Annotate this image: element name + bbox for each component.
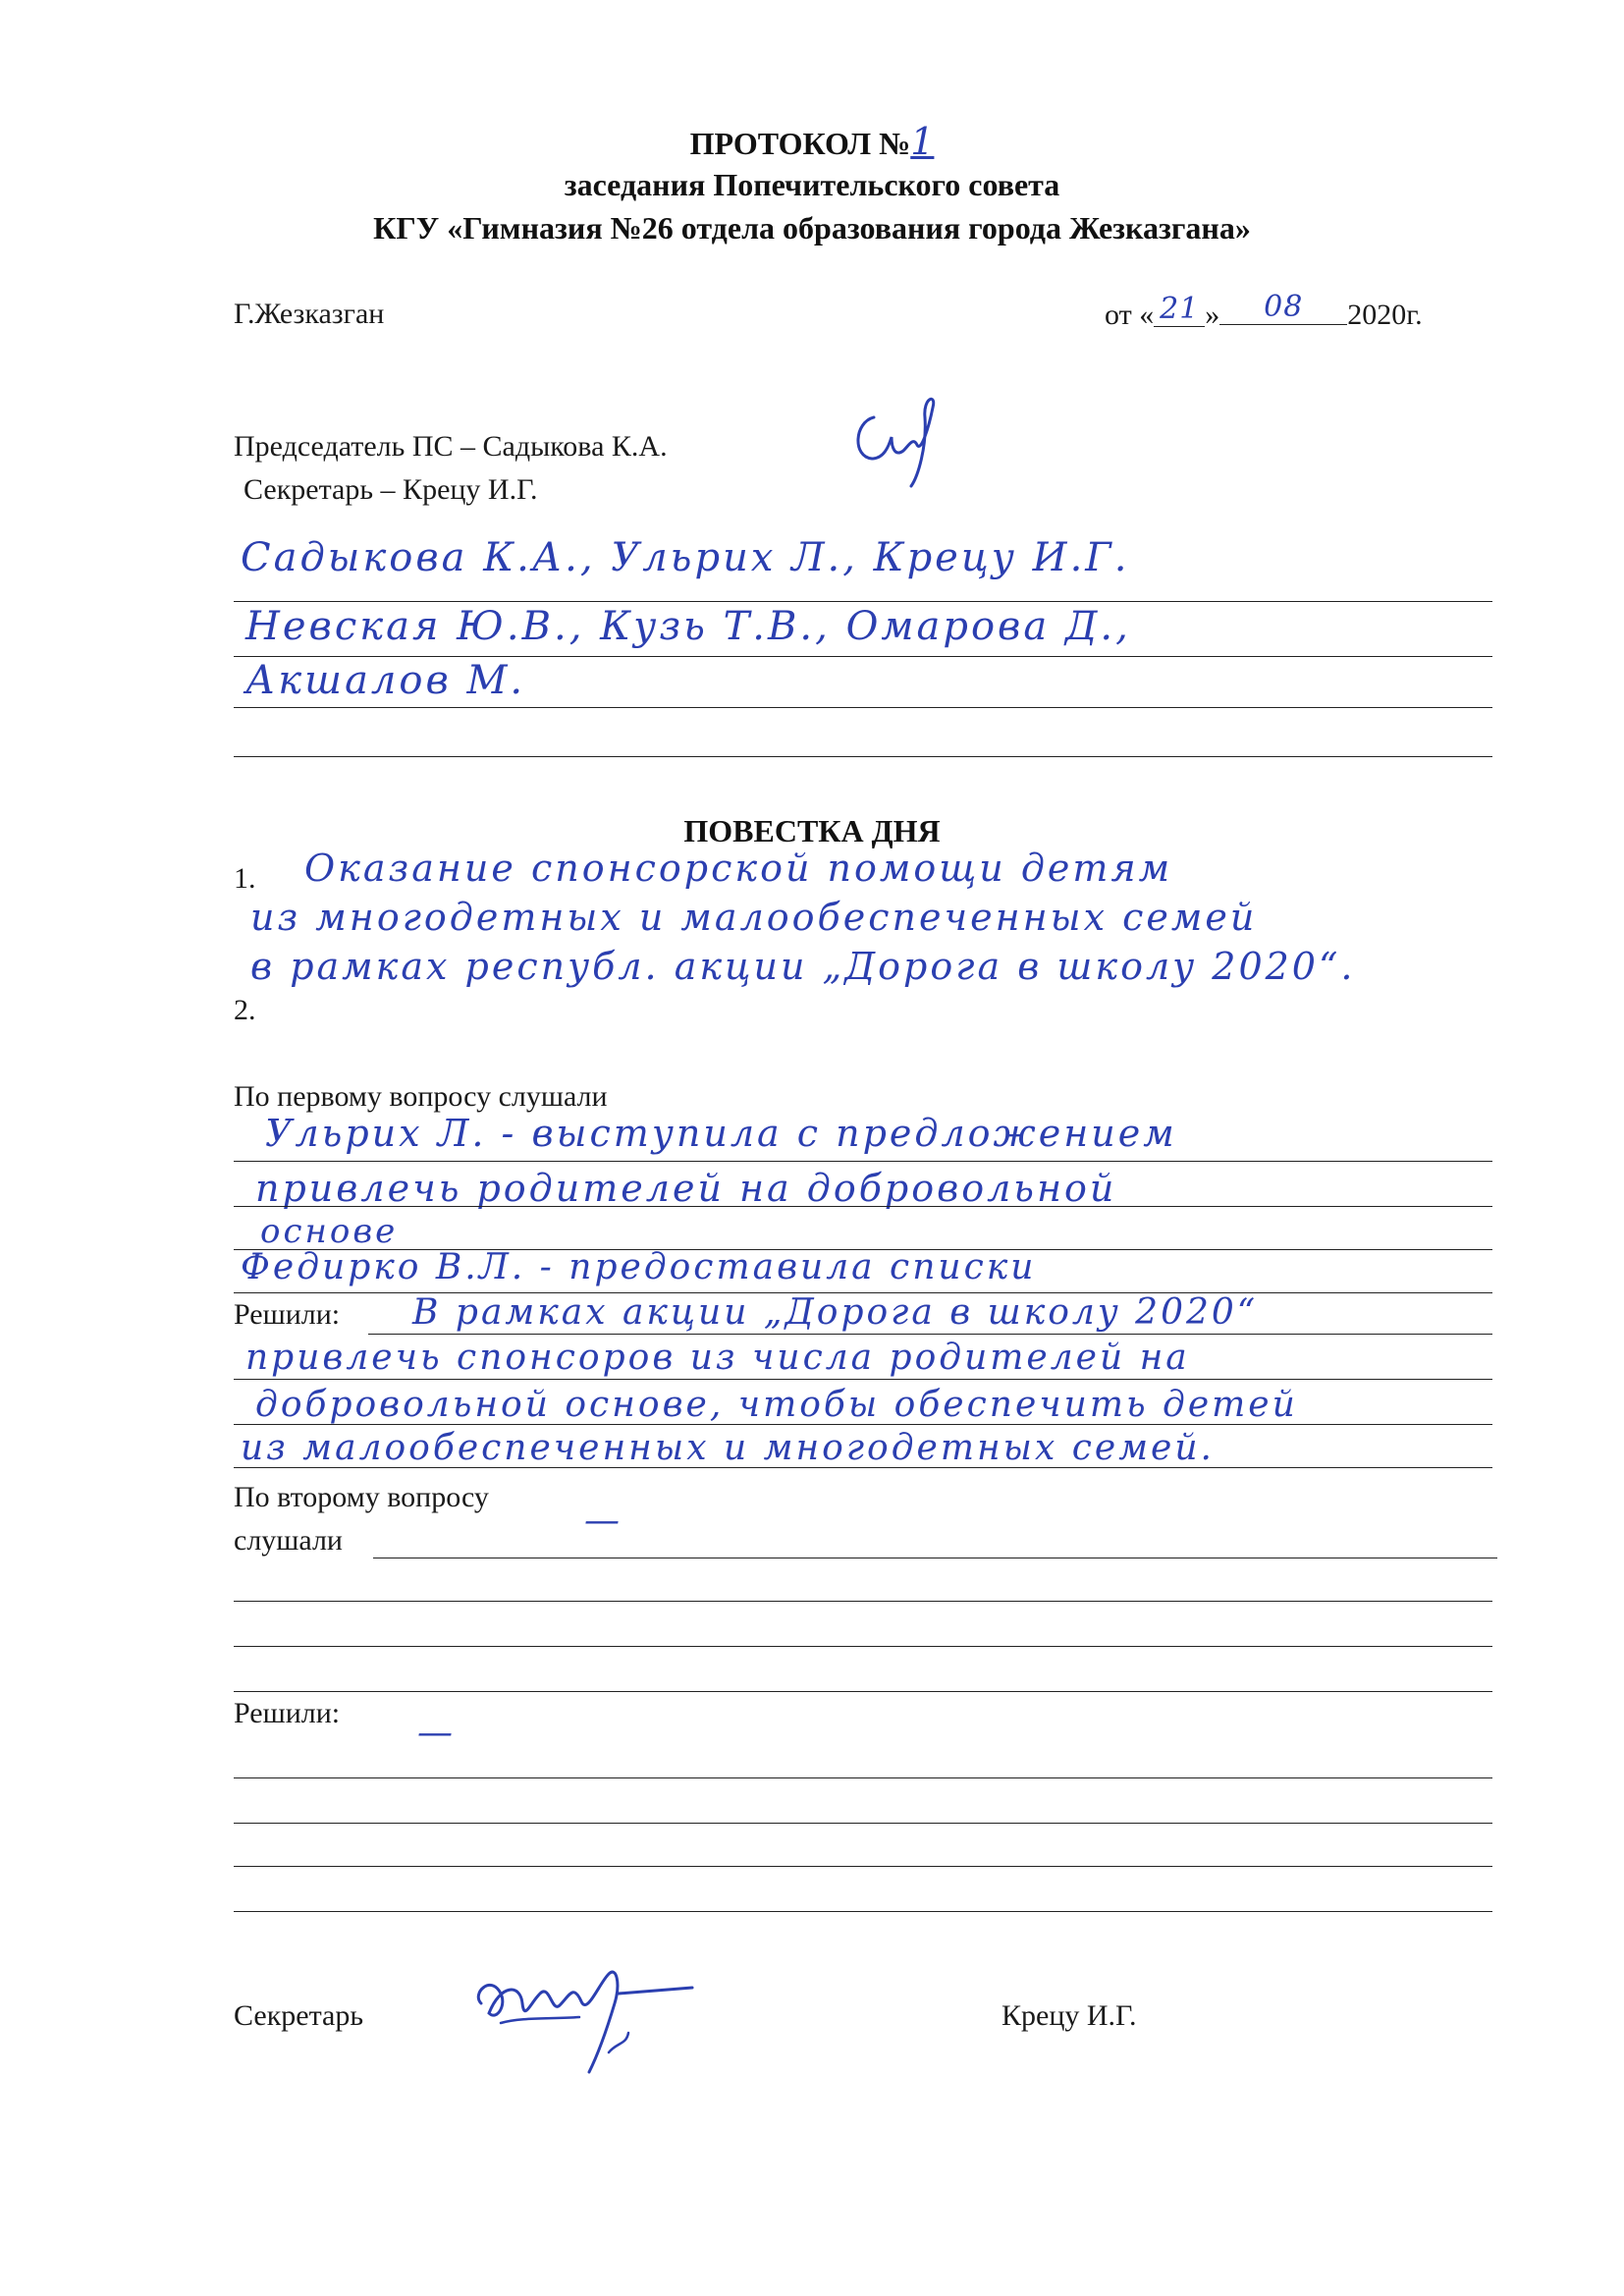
attendees-rule-4	[234, 756, 1492, 757]
question-1-rule-2	[234, 1206, 1492, 1207]
question-1-rule-8	[234, 1467, 1492, 1468]
question-2-rule-6	[234, 1823, 1492, 1824]
attendees-rule-2	[234, 656, 1492, 657]
question-2-rule-7	[234, 1866, 1492, 1867]
question-1-heard-line-4: Федирко В.Л. - предоставила списки	[241, 1247, 1037, 1287]
date-month: 08	[1219, 290, 1347, 325]
question-2-label-line-2: слушали	[234, 1524, 343, 1557]
question-1-decided-line-2: привлечь спонсоров из числа родителей на	[245, 1338, 1190, 1378]
question-2-rule-3	[234, 1646, 1492, 1647]
attendees-rule-1	[234, 601, 1492, 602]
question-1-label: По первому вопросу слушали	[234, 1080, 608, 1113]
question-2-label-line-1: По второму вопросу	[234, 1481, 489, 1513]
question-1-heard-line-3: основе	[260, 1212, 399, 1251]
question-2-decided-value: —	[417, 1713, 456, 1753]
date-year: 2020г.	[1347, 299, 1423, 331]
protocol-number: 1	[910, 120, 935, 163]
attendees-line-1: Садыкова К.А., Ульрих Л., Крецу И.Г.	[241, 535, 1130, 580]
footer-secretary-name: Крецу И.Г.	[1001, 1999, 1137, 2032]
chair-signature-icon	[835, 388, 962, 496]
chair-label: Председатель ПС – Садыкова К.А.	[234, 430, 668, 463]
question-1-rule-7	[234, 1424, 1492, 1425]
question-1-decided-label: Решили:	[234, 1298, 341, 1331]
protocol-subtitle: заседания Попечительского совета	[564, 167, 1060, 202]
question-2-rule-5	[234, 1777, 1492, 1778]
agenda-item-1-line-3: в рамках республ. акции „Дорога в школу 2020“.	[250, 945, 1356, 988]
agenda-item-1-number: 1.	[234, 862, 256, 895]
organization-name: КГУ «Гимназия №26 отдела образования города Жезказгана»	[373, 210, 1251, 246]
agenda-heading: ПОВЕСТКА ДНЯ	[683, 813, 941, 848]
agenda-item-1-line-2: из многодетных и малообеспеченных семей	[250, 896, 1258, 939]
question-2-heard-value: —	[584, 1501, 623, 1541]
attendees-line-3: Акшалов М.	[245, 658, 526, 703]
date-prefix: от «	[1105, 299, 1155, 331]
question-2-rule-8	[234, 1911, 1492, 1912]
question-1-rule-6	[234, 1379, 1492, 1380]
meeting-date	[1105, 290, 1423, 333]
footer-secretary-label: Секретарь	[234, 1999, 364, 2032]
secretary-label: Секретарь – Крецу И.Г.	[244, 473, 538, 506]
question-1-decided-line-3: добровольной основе, чтобы обеспечить детей	[255, 1385, 1298, 1425]
attendees-line-2: Невская Ю.В., Кузь Т.В., Омарова Д.,	[245, 604, 1131, 649]
question-1-heard-line-2: привлечь родителей на добровольной	[255, 1167, 1117, 1210]
agenda-item-2-number: 2.	[234, 994, 256, 1026]
question-1-rule-5	[368, 1334, 1492, 1335]
secretary-signature-icon	[461, 1944, 707, 2082]
city: Г.Жезказган	[234, 298, 385, 330]
date-day: 21	[1154, 292, 1205, 327]
attendees-rule-3	[234, 707, 1492, 708]
title-prefix: ПРОТОКОЛ №	[689, 126, 911, 161]
question-1-decided-line-4: из малообеспеченных и многодетных семей.	[241, 1428, 1215, 1468]
question-1-decided-line-1: В рамках акции „Дорога в школу 2020“	[412, 1292, 1259, 1333]
question-1-heard-line-1: Ульрих Л. - выступила с предложением	[265, 1112, 1177, 1155]
question-2-rule-4	[234, 1691, 1492, 1692]
date-mid: »	[1205, 299, 1220, 331]
protocol-title	[0, 120, 1624, 163]
question-2-decided-label: Решили:	[234, 1697, 341, 1729]
question-1-rule-1	[234, 1161, 1492, 1162]
question-2-rule-2	[234, 1601, 1492, 1602]
agenda-item-1-line-1: Оказание спонсорской помощи детям	[304, 847, 1173, 890]
